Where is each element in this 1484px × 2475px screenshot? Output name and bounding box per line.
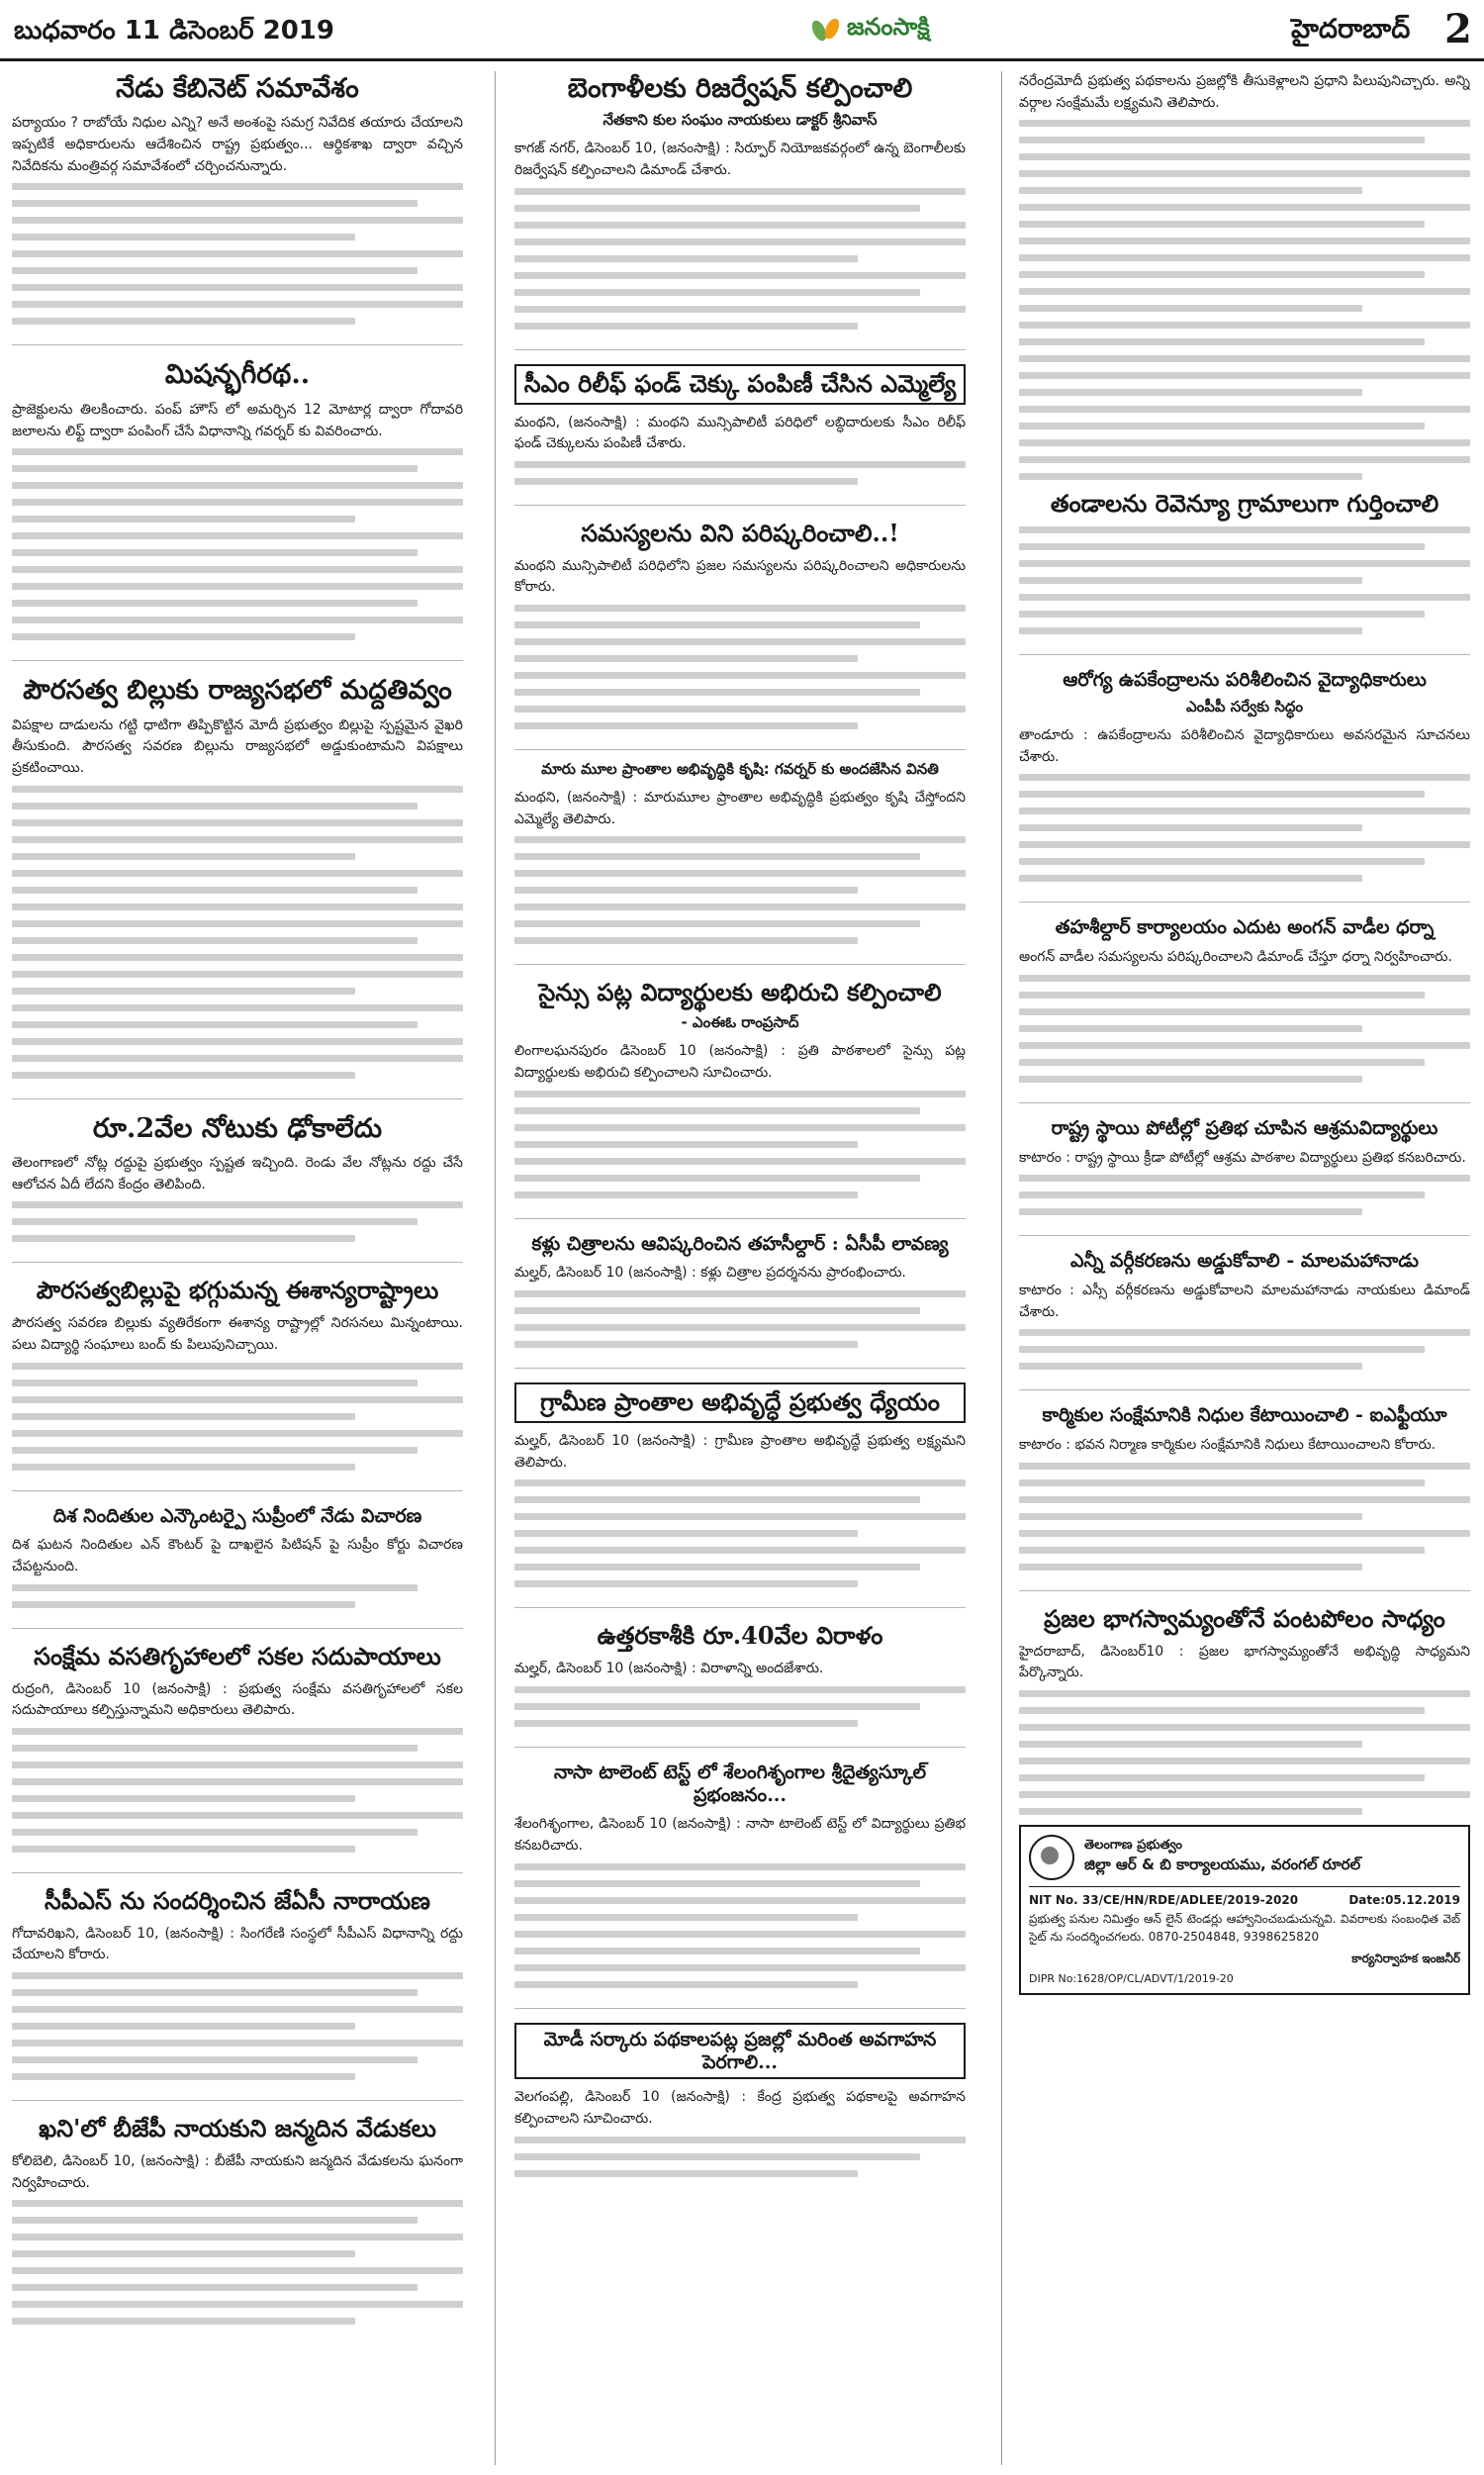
article bbox=[514, 71, 966, 350]
article bbox=[514, 2021, 966, 2197]
article-body: అంగన్ వాడీల సమస్యలను పరిష్కరించాలని డిమాండ్ చేస్తూ ధర్నా నిర్వహించారు. bbox=[1019, 949, 1452, 966]
column-1 bbox=[12, 71, 463, 2465]
article-headline: రాష్ట్ర స్థాయి పోటీల్లో ప్రతిభ చూపిన ఆశ్రమవిద్యార్థులు bbox=[1051, 1116, 1438, 1139]
article-headline: కార్మికుల సంక్షేమానికి నిధుల కేటాయించాలి - ఐఎఫ్టీయూ bbox=[1042, 1404, 1447, 1427]
state-emblem-icon bbox=[1029, 1835, 1074, 1880]
leaf-logo-icon bbox=[811, 16, 841, 44]
article bbox=[1019, 914, 1470, 1102]
article bbox=[12, 1111, 463, 1264]
article-body: రుద్రంగి, డిసెంబర్ 10 (జనంసాక్షి) : ప్రభుత్వ సంక్షేమ వసతిగృహాలలో సకల సదుపాయాలు కల్పిస్తున్నామని అధికారులు తెలిపారు. bbox=[12, 1680, 463, 1719]
article bbox=[514, 977, 966, 1218]
article-body: కాటారం : ఎస్సీ వర్గీకరణను అడ్డుకోవాలని మాలమహానాడు నాయకులు డిమాండ్ చేశారు. bbox=[1019, 1283, 1470, 1320]
article-headline: కళ్లు చిత్రాలను ఆవిష్కరించిన తహసీల్దార్ : ఏసీపీ లావణ్య bbox=[531, 1232, 949, 1255]
issue-date: బుధవారం 11 డిసెంబర్ 2019 bbox=[14, 16, 334, 46]
article-body: తాండూరు : ఉపకేంద్రాలను పరిశీలించిన వైద్యాధికారులు అవసరమైన సూచనలు చేశారు. bbox=[1019, 726, 1470, 765]
article bbox=[514, 1380, 966, 1608]
article bbox=[1019, 1603, 1470, 2005]
article-body: మల్హర్, డిసెంబర్ 10 (జనంసాక్షి) : గ్రామీణ ప్రాంతాల అభివృద్ధే ప్రభుత్వ లక్ష్యమని తెలిపారు. bbox=[514, 1432, 966, 1471]
article-body: కాటారం : భవన నిర్మాణ కార్మికుల సంక్షేమానికి నిధులు కేటాయించాలని కోరారు. bbox=[1019, 1437, 1437, 1454]
article-headline: రూ.2వేల నోటుకు ఢోకాలేదు bbox=[92, 1112, 383, 1144]
article-headline: బెంగాళీలకు రిజర్వేషన్ కల్పించాలి bbox=[567, 73, 913, 104]
article bbox=[12, 1275, 463, 1490]
article-body: కోలిబెలి, డిసెంబర్ 10, (జనంసాక్షి) : బీజేపీ నాయకుని జన్మదిన వేడుకలను ఘనంగా నిర్వహించారు. bbox=[12, 2152, 463, 2191]
article-body: పర్యాయం ? రాబోయే నిధుల ఎన్ని? అనే అంశంపై సమగ్ర నివేదిక తయారు చేయాలని ఇప్పటికే అధికారులను ఆదేశించిన రాష్ట్ర ప్రభుత్వం... ఆర్థికశాఖ ద్వారా వచ్చిన నివేదికను మంత్రివర్గ సమావేశంలో చర్చించనున్నారు. bbox=[12, 115, 463, 174]
notice-signature: కార్యనిర్వాహక ఇంజనీర్ bbox=[1351, 1951, 1460, 1965]
article-headline: దిశ నిందితుల ఎన్కౌంటర్పై సుప్రీంలో నేడు విచారణ bbox=[52, 1504, 422, 1527]
masthead bbox=[0, 0, 1484, 61]
article-body: కాగజ్ నగర్, డిసెంబర్ 10, (జనంసాక్షి) : సిర్పూర్ నియోజకవర్గంలో ఉన్న బెంగాలీలకు రిజర్వేషన్ కల్పించాలని డిమాండ్ చేశారు. bbox=[514, 141, 966, 179]
notice-dipr: DIPR No:1628/OP/CL/ADVT/1/2019-20 bbox=[1029, 1971, 1234, 1985]
article-headline: సైన్సు పట్ల విద్యార్థులకు అభిరుచి కల్పించాలి bbox=[538, 978, 942, 1007]
government-tender-notice bbox=[1019, 1825, 1470, 1995]
article-headline: పౌరసత్వ బిల్లుకు రాజ్యసభలో మద్దతివ్వం bbox=[23, 675, 452, 707]
article-headline: నేడు కేబినెట్ సమావేశం bbox=[116, 73, 359, 104]
article bbox=[514, 518, 966, 750]
article-body: కాటారం : రాష్ట్ర స్థాయి క్రీడా పోటీల్లో ఆశ్రమ పాఠశాల విద్యార్థులు ప్రతిభ కనబరిచారు. bbox=[1019, 1149, 1466, 1166]
column-divider bbox=[1001, 71, 1002, 2465]
article-subhead: - ఎంఈఓ రాంప్రసాద్ bbox=[681, 1013, 799, 1032]
article-headline: ప్రజల భాగస్వామ్యంతోనే పంటపోలం సాధ్యం bbox=[1044, 1603, 1445, 1633]
logo-text: జనంసాక్షి bbox=[847, 13, 930, 41]
article-headline: ఖని'లో బీజేపీ నాయకుని జన్మదిన వేడుకలు bbox=[39, 2114, 436, 2143]
article bbox=[514, 1620, 966, 1747]
article bbox=[514, 1760, 966, 2009]
article-headline: తహశీల్దార్ కార్యాలయం ఎదుట అంగన్ వాడీల ధర్నా bbox=[1055, 916, 1435, 939]
notice-government: తెలంగాణ ప్రభుత్వం bbox=[1084, 1838, 1182, 1854]
article-body: మంథని, (జనంసాక్షి) : మారుమూల ప్రాంతాల అభివృద్ధికి ప్రభుత్వం కృషి చేస్తోందని ఎమ్మెల్యే తెలిపారు. bbox=[514, 790, 966, 827]
article-headline: మిషన్భగీరథ.. bbox=[164, 359, 311, 391]
column-3 bbox=[1019, 71, 1470, 2465]
article-headline: తండాలను రెవెన్యూ గ్రామాలుగా గుర్తించాలి bbox=[1050, 489, 1439, 519]
article-headline: ఉత్తరకాశీకి రూ.40వేల విరాళం bbox=[597, 1621, 883, 1651]
article bbox=[1019, 1115, 1470, 1236]
article-body: మల్హర్, డిసెంబర్ 10 (జనంసాక్షి) : విరాళాన్ని అందజేశారు. bbox=[514, 1661, 824, 1677]
article bbox=[1019, 1248, 1470, 1390]
article-headline: సీఎం రిలీఫ్ ఫండ్ చెక్కు పంపిణీ చేసిన ఎమ్మెల్యే bbox=[514, 364, 966, 405]
article-body: హైదరాబాద్, డిసెంబర్10 : ప్రజల భాగస్వామ్యంతోనే అభివృద్ధి సాధ్యమని పేర్కొన్నారు. bbox=[1019, 1643, 1470, 1681]
article-body: గోదావరిఖని, డిసెంబర్ 10, (జనంసాక్షి) : సింగరేణి సంస్థలో సీపీఎస్ విధానాన్ని రద్దు చేయాలని కోరారు. bbox=[12, 1925, 463, 1963]
article bbox=[514, 762, 966, 965]
article bbox=[12, 2113, 463, 2344]
article-subhead: మారు మూల ప్రాంతాల అభివృద్ధికి కృషి: గవర్నర్ కు అందజేసిన వినతి bbox=[541, 762, 939, 779]
article-headline: గ్రామీణ ప్రాంతాల అభివృద్ధే ప్రభుత్వ ధ్యేయం bbox=[514, 1382, 966, 1423]
article bbox=[12, 673, 463, 1098]
article-body: దిశ ఘటన నిందితుల ఎన్ కౌంటర్ పై దాఖలైన పిటిషన్ పై సుప్రీం కోర్టు విచారణ చేపట్టనుంది. bbox=[12, 1537, 463, 1575]
article-body: పౌరసత్వ సవరణ బిల్లుకు వ్యతిరేకంగా ఈశాన్య రాష్ట్రాల్లో నిరసనలు మిన్నంటాయి. పలు విద్యార్థి సంఘాలు బంద్ కు పిలుపునిచ్చాయి. bbox=[12, 1315, 463, 1353]
article-body: మంథని, (జనంసాక్షి) : మంథని మున్సిపాలిటీ పరిధిలో లబ్ధిదారులకు సీఎం రిలీఫ్ ఫండ్ చెక్కులను పంపిణీ చేశారు. bbox=[514, 414, 966, 452]
article-body: ప్రాజెక్టులను తిలకించారు. పంప్ హౌస్ లో అమర్చిన 12 మోటార్ల ద్వారా గోదావరి జలాలను లిఫ్ట్ ద్వారా పంపింగ్ చేసే విధానాన్ని గవర్నర్ కు వివరించారు. bbox=[12, 401, 463, 439]
article-headline: సీపీఎస్ ను సందర్శించిన జేఏసీ నారాయణ bbox=[45, 1885, 430, 1915]
article-subhead: నేతకాని కుల సంఘం నాయకులు డాక్టర్ శ్రీనివాస్ bbox=[603, 111, 878, 130]
article bbox=[514, 362, 966, 506]
article bbox=[1019, 667, 1470, 903]
article bbox=[12, 357, 463, 661]
article bbox=[1019, 71, 1470, 655]
article-subhead: ఎంపీపీ సర్వేకు సిద్ధం bbox=[1185, 697, 1304, 715]
notice-date: Date:05.12.2019 bbox=[1348, 1893, 1460, 1908]
article-headline: పౌరసత్వబిల్లుపై భగ్గుమన్న ఈశాన్యరాష్ట్రాలు bbox=[36, 1276, 439, 1305]
edition-city: హైదరాబాద్ bbox=[1291, 14, 1411, 45]
page-number: 2 bbox=[1444, 6, 1472, 52]
article-body: మంథని మున్సిపాలిటీ పరిధిలోని ప్రజల సమస్యలను పరిష్కరించాలని అధికారులను కోరారు. bbox=[514, 557, 966, 596]
notice-text: ప్రభుత్వ పనుల నిమిత్తం ఆన్ లైన్ టెండర్లు ఆహ్వానించబడుచున్నవి. వివరాలకు సంబంధిత వెబ్ సైట్ ను సందర్శించగలరు. 0870-2504848, 9398625820 bbox=[1029, 1912, 1460, 1944]
notice-office: జిల్లా ఆర్ & బి కార్యాలయము, వరంగల్ రూరల్ bbox=[1084, 1856, 1361, 1874]
notice-meta bbox=[1029, 1893, 1460, 1907]
article bbox=[12, 71, 463, 345]
notice-header bbox=[1029, 1835, 1460, 1887]
article-headline: ఎన్నీ వర్గీకరణను అడ్డుకోవాలి - మాలమహానాడు bbox=[1069, 1250, 1420, 1273]
article bbox=[514, 1231, 966, 1369]
article-headline: నాసా టాలెంట్ టెస్ట్ లో శేలంగిశృంగాల శ్రీదైత్యస్కూల్ ప్రభంజనం... bbox=[553, 1761, 927, 1806]
article bbox=[12, 1503, 463, 1629]
article bbox=[1019, 1402, 1470, 1590]
article-headline: మోడీ సర్కారు పథకాలపట్ల ప్రజల్లో మరింత అవగాహన పెరగాలి... bbox=[514, 2023, 966, 2080]
column-divider bbox=[495, 71, 496, 2465]
article-body: వెలగంపల్లి, డిసెంబర్ 10 (జనంసాక్షి) : కేంద్ర ప్రభుత్వ పథకాలపై అవగాహన కల్పించాలని సూచించారు. bbox=[514, 2089, 966, 2128]
article-body: శేలంగిశృంగాల, డిసెంబర్ 10 (జనంసాక్షి) : నాసా టాలెంట్ టెస్ట్ లో విద్యార్థులు ప్రతిభ కనబరిచారు. bbox=[514, 1816, 966, 1855]
column-2 bbox=[514, 71, 966, 2465]
article-body: లింగాలఘనపురం డిసెంబర్ 10 (జనంసాక్షి) : ప్రతి పాఠశాలలో సైన్సు పట్ల విద్యార్థులకు అభిరుచి కల్పించాలని సూచించారు. bbox=[514, 1043, 966, 1081]
article bbox=[12, 1885, 463, 2101]
article-body: మల్హర్, డిసెంబర్ 10 (జనంసాక్షి) : కళ్లు చిత్రాల ప్రదర్శనను ప్రారంభించారు. bbox=[514, 1265, 906, 1282]
article-body: విపక్షాల దాడులను గట్టి ధాటిగా తిప్పికొట్టిన మోదీ ప్రభుత్వం బిల్లుపై స్పష్టమైన వైఖరి తీసుకుంది. పౌరసత్వ సవరణ బిల్లును రాజ్యసభలో అడ్డుకుంటామని విపక్షాలు ప్రకటించాయి. bbox=[12, 716, 463, 776]
article bbox=[12, 1641, 463, 1873]
article-body: నరేంద్రమోదీ ప్రభుత్వ పథకాలను ప్రజల్లోకి తీసుకెళ్లాలని ప్రధాని పిలుపునిచ్చారు. అన్ని వర్గాల సంక్షేమమే లక్ష్యమని తెలిపారు. bbox=[1019, 73, 1470, 111]
article-headline: సమస్యలను విని పరిష్కరించాలి..! bbox=[581, 518, 899, 547]
newspaper-logo bbox=[811, 10, 930, 49]
notice-ref: NIT No. 33/CE/HN/RDE/ADLEE/2019-2020 bbox=[1029, 1893, 1299, 1908]
article-headline: ఆరోగ్య ఉపకేంద్రాలను పరిశీలించిన వైద్యాధికారులు bbox=[1063, 669, 1427, 692]
article-body: తెలంగాణలో నోట్ల రద్దుపై ప్రభుత్వం స్పష్టత ఇచ్చింది. రెండు వేల నోట్లను రద్దు చేసే ఆలోచన ఏదీ లేదని కేంద్రం తెలిపింది. bbox=[12, 1155, 463, 1192]
article-headline: సంక్షేమ వసతిగృహాలలో సకల సదుపాయాలు bbox=[34, 1641, 441, 1670]
